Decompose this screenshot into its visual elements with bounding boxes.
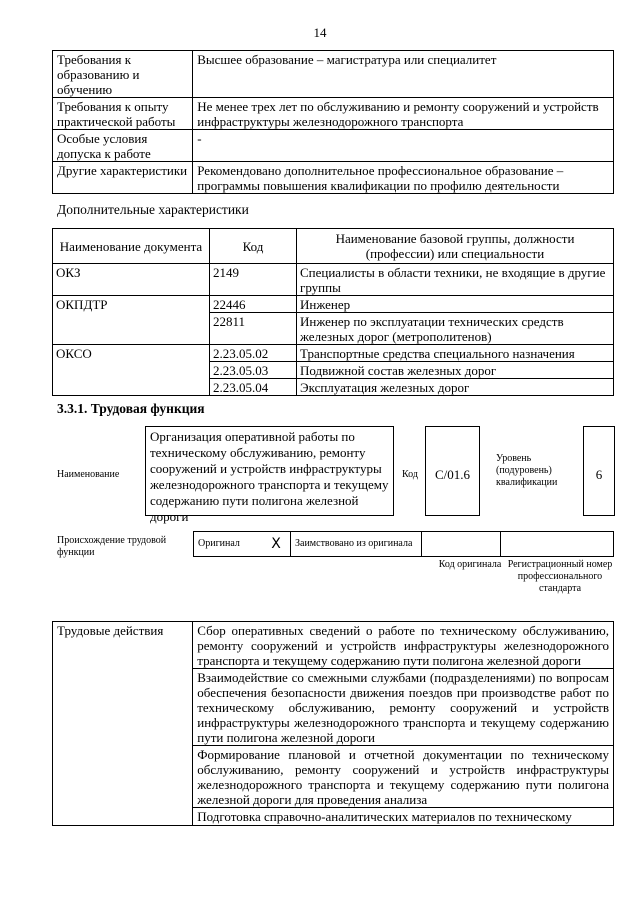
actions-label: Трудовые действия bbox=[53, 622, 193, 826]
name-label: Наименование bbox=[57, 469, 120, 480]
origin-label: Происхождение трудовой функции bbox=[57, 535, 167, 558]
name-cell: Эксплуатация железных дорог bbox=[297, 379, 614, 396]
action-item: Сбор оперативных сведений о работе по техническому обслуживанию, ремонту сооружений и устройств инфраструктуры железнодорожного транспорта и текущему содержанию пути полигона железной дороги bbox=[193, 622, 614, 669]
original-mark-icon bbox=[262, 532, 291, 557]
function-name-box: Организация оперативной работы по техническому обслуживанию, ремонту сооружений и устройств инфраструктуры железнодорожного транспорта и текущему содержанию пути полигона железной дороги bbox=[145, 426, 394, 516]
function-heading: 3.3.1. Трудовая функция bbox=[57, 401, 205, 416]
column-header: Наименование документа bbox=[53, 229, 210, 264]
doc-cell: ОКЗ bbox=[53, 264, 210, 296]
name-cell: Инженер bbox=[297, 296, 614, 313]
action-item: Взаимодействие со смежными службами (подразделениями) по вопросам обеспечения безопасности движения поездов при производстве работ по техническому обслуживанию, ремонту сооружений и устройств инфраструктуры железнодорожного транспорта и текущему содержанию пути полигона железной дороги bbox=[193, 669, 614, 746]
requirement-label: Требования к образованию и обучению bbox=[53, 51, 193, 98]
table-header-row bbox=[53, 229, 614, 264]
name-cell: Специалисты в области техники, не входящие в другие группы bbox=[297, 264, 614, 296]
name-cell: Инженер по эксплуатации технических средств железных дорог (метрополитенов) bbox=[297, 313, 614, 345]
original-label: Оригинал bbox=[194, 532, 263, 557]
reg-number-caption: Регистрационный номер профессионального стандарта bbox=[507, 559, 613, 594]
code-label: Код bbox=[402, 469, 418, 480]
table-row bbox=[53, 162, 614, 194]
reg-number-cell bbox=[501, 532, 614, 557]
requirement-value: - bbox=[193, 130, 614, 162]
classification-table bbox=[52, 228, 614, 396]
requirement-value: Высшее образование – магистратура или специалитет bbox=[193, 51, 614, 98]
table-row bbox=[53, 345, 614, 362]
actions-table bbox=[52, 621, 614, 826]
table-row bbox=[53, 296, 614, 313]
column-header: Код bbox=[210, 229, 297, 264]
requirement-label: Особые условия допуска к работе bbox=[53, 130, 193, 162]
table-row bbox=[53, 98, 614, 130]
origin-table bbox=[193, 531, 614, 557]
table-row bbox=[53, 622, 614, 669]
column-header: Наименование базовой группы, должности (профессии) или специальности bbox=[297, 229, 614, 264]
original-mark: X bbox=[271, 536, 281, 552]
code-cell: 22811 bbox=[210, 313, 297, 345]
requirement-value: Рекомендовано дополнительное профессиональное образование – программы повышения квалификации по профилю деятельности bbox=[193, 162, 614, 194]
doc-cell: ОКСО bbox=[53, 345, 210, 396]
level-label: Уровень (подуровень) квалификации bbox=[496, 453, 558, 488]
requirement-label: Другие характеристики bbox=[53, 162, 193, 194]
requirement-label: Требования к опыту практической работы bbox=[53, 98, 193, 130]
page-number: 14 bbox=[313, 25, 327, 40]
code-original-caption: Код оригинала bbox=[438, 559, 502, 570]
table-row bbox=[53, 51, 614, 98]
action-item: Формирование плановой и отчетной документации по техническому обслуживанию, ремонту сооружений и устройств инфраструктуры железнодорожного транспорта и текущему содержанию пути полигона железной дороги для проведения анализа bbox=[193, 746, 614, 808]
code-cell: 22446 bbox=[210, 296, 297, 313]
function-code-box: C/01.6 bbox=[425, 426, 480, 516]
name-cell: Транспортные средства специального назначения bbox=[297, 345, 614, 362]
doc-cell: ОКПДТР bbox=[53, 296, 210, 345]
code-cell: 2.23.05.02 bbox=[210, 345, 297, 362]
requirements-table bbox=[52, 50, 614, 194]
table-row bbox=[53, 130, 614, 162]
table-row bbox=[194, 532, 614, 557]
name-cell: Подвижной состав железных дорог bbox=[297, 362, 614, 379]
section-caption: Дополнительные характеристики bbox=[57, 202, 249, 217]
requirement-value: Не менее трех лет по обслуживанию и ремонту сооружений и устройств инфраструктуры железнодорожного транспорта bbox=[193, 98, 614, 130]
action-item: Подготовка справочно-аналитических материалов по техническому bbox=[193, 808, 614, 826]
borrowed-label: Заимствовано из оригинала bbox=[291, 532, 422, 557]
code-cell: 2.23.05.04 bbox=[210, 379, 297, 396]
qualification-level-box: 6 bbox=[583, 426, 615, 516]
code-cell: 2149 bbox=[210, 264, 297, 296]
code-original-cell bbox=[422, 532, 501, 557]
code-cell: 2.23.05.03 bbox=[210, 362, 297, 379]
table-row bbox=[53, 264, 614, 296]
